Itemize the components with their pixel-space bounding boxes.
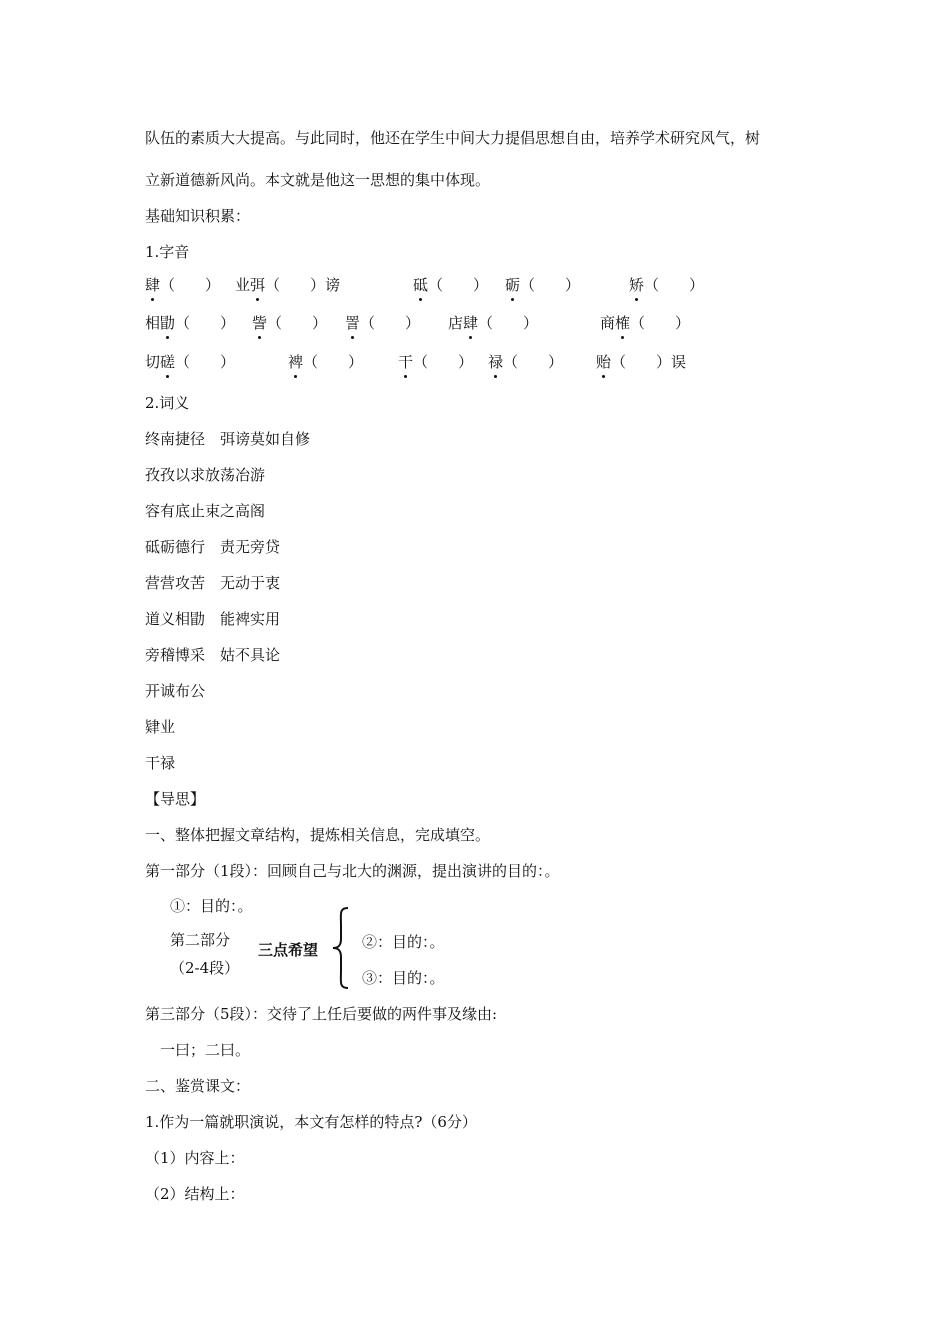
pronunciation-row-1 (145, 275, 765, 299)
three-hopes-label: 三点希望 (258, 941, 319, 959)
vocab-item: 砥砺德行 责无旁贷 (145, 538, 281, 556)
hope-2: ②：目的：。 (362, 933, 445, 951)
intro-line-2: 立新道德新风尚。本文就是他这一思想的集中体现。 (145, 171, 491, 189)
pronunciation-title: 1.字音 (145, 243, 190, 261)
vocab-item: 旁稽博采 姑不具论 (145, 646, 281, 664)
pron-item: 相勖（ ） (145, 314, 236, 332)
pron-item: 干（ ） (398, 353, 474, 371)
foundation-title: 基础知识积累： (145, 207, 251, 225)
pronunciation-row-3 (145, 352, 765, 376)
vocab-item: 开诚布公 (145, 682, 206, 700)
part-3-detail: 一曰；二曰。 (160, 1041, 251, 1059)
pron-item: 砥（ ） (413, 276, 489, 294)
vocab-title: 2.词义 (145, 394, 190, 412)
vocab-item: 容有底止束之高阁 (145, 502, 266, 520)
vocab-item: 肄业 (145, 718, 176, 736)
intro-line-1: 队伍的素质大大提高。与此同时，他还在学生中间大力提倡思想自由，培养学术研究风气，树 (145, 129, 761, 147)
brace-icon (330, 906, 352, 990)
part-2-range: （2-4段） (170, 959, 240, 977)
question-2-1-content: （1）内容上： (145, 1149, 245, 1167)
vocab-item: 孜孜以求放荡冶游 (145, 466, 266, 484)
pron-item: 禄（ ） (488, 353, 564, 371)
pron-item: 矫（ ） (629, 276, 705, 294)
part-2-label: 第二部分 (170, 931, 231, 949)
pron-item: 肆（ ） (145, 276, 221, 294)
question-1: 一、整体把握文章结构，提炼相关信息，完成填空。 (145, 826, 491, 844)
pron-item: 裨（ ） (288, 353, 364, 371)
pron-item: 业弭（ ）谤 (235, 276, 341, 294)
pron-item: 商榷（ ） (600, 314, 691, 332)
hope-3: ③：目的：。 (362, 969, 445, 987)
vocab-item: 干禄 (145, 754, 176, 772)
pron-item: 贻（ ）误 (596, 353, 687, 371)
pron-item: 店肆（ ） (448, 314, 539, 332)
pron-item: 切磋（ ） (145, 353, 236, 371)
question-2-1-structure: （2）结构上： (145, 1185, 245, 1203)
question-2-1: 1.作为一篇就职演说，本文有怎样的特点?（6分） (145, 1113, 477, 1131)
part-3: 第三部分（5段）：交待了上任后要做的两件事及缘由: (145, 1005, 498, 1023)
vocab-item: 终南捷径 弭谤莫如自修 (145, 430, 311, 448)
vocab-item: 道义相勖 能裨实用 (145, 610, 281, 628)
vocab-item: 营营攻苦 无动于衷 (145, 574, 281, 592)
question-2: 二、鉴赏课文： (145, 1077, 251, 1095)
hope-1: ①：目的：。 (170, 897, 253, 915)
pron-item: 詈（ ） (345, 314, 421, 332)
pron-item: 砺（ ） (505, 276, 581, 294)
pronunciation-row-2 (145, 313, 765, 337)
guide-title: 【导思】 (145, 790, 206, 808)
pron-item: 訾（ ） (252, 314, 328, 332)
part-1: 第一部分（1段）：回顾自己与北大的渊源，提出演讲的目的：。 (145, 862, 560, 880)
